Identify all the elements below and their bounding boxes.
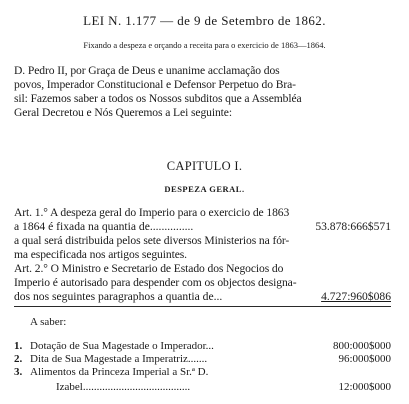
item-number: 3. bbox=[14, 366, 23, 378]
item-row-3 bbox=[14, 366, 391, 380]
item-row-2 bbox=[14, 353, 391, 367]
art2-line-3 bbox=[14, 290, 391, 304]
art1-amount: 53.878:666$571 bbox=[315, 220, 391, 233]
item-text-continued: Izabel....................................... bbox=[56, 381, 191, 393]
art1-line-4: ma especificada nos artigos seguintes. bbox=[14, 248, 187, 261]
preamble-line-3: sil: Fazemos saber a todos os Nossos subditos que a Assembléa bbox=[14, 92, 302, 105]
item-value: 800:000$000 bbox=[332, 340, 391, 352]
item-number: 1. bbox=[14, 340, 23, 352]
art2-line-3-text: dos nos seguintes paragraphos a quantia de... bbox=[14, 290, 223, 303]
art2-line-2: Imperio é autorisado para despender com os objectos designa- bbox=[14, 276, 297, 289]
item-row-3-continued bbox=[14, 381, 391, 395]
law-title: LEI N. 1.177 — de 9 de Setembro de 1862. bbox=[83, 13, 326, 28]
item-row-1 bbox=[14, 340, 391, 354]
law-subtitle: Fixando a despeza e orçando a receita para o exercicio de 1863—1864. bbox=[83, 40, 326, 50]
preamble-line-2: povos, Imperador Constitucional e Defensor Perpetuo do Bra- bbox=[14, 78, 296, 91]
preamble-line-1: D. Pedro II, por Graça de Deus e unanime acclamação dos bbox=[14, 64, 280, 77]
item-text: Alimentos da Princeza Imperial a Sr.ª D. bbox=[30, 366, 209, 378]
section-heading: DESPEZA GERAL. bbox=[164, 184, 245, 194]
art2-line-1: Art. 2.° O Ministro e Secretario de Estado dos Negocios do bbox=[14, 262, 284, 275]
art1-line-2 bbox=[14, 220, 391, 234]
item-value: 96:000$000 bbox=[338, 353, 391, 365]
item-text: Dita de Sua Magestade a Imperatriz....... bbox=[30, 353, 208, 365]
art2-amount: 4.727:960$086 bbox=[321, 290, 391, 303]
preamble-line-4: Geral Decretou e Nós Queremos a Lei seguinte: bbox=[14, 106, 232, 119]
art1-line-1: Art. 1.° A despeza geral do Imperio para o exercicio de 1863 bbox=[14, 206, 290, 219]
chapter-heading: CAPITULO I. bbox=[166, 159, 243, 173]
divider-rule bbox=[14, 306, 391, 307]
a-saber-heading: A saber: bbox=[30, 316, 67, 328]
item-value: 12:000$000 bbox=[338, 381, 391, 393]
art1-line-3: a qual será distribuida pelos sete diversos Ministerios na fór- bbox=[14, 234, 290, 247]
item-text: Dotação de Sua Magestade o Imperador... bbox=[30, 340, 214, 352]
item-number: 2. bbox=[14, 353, 23, 365]
art1-line-2-text: a 1864 é fixada na quantia de............... bbox=[14, 220, 194, 233]
